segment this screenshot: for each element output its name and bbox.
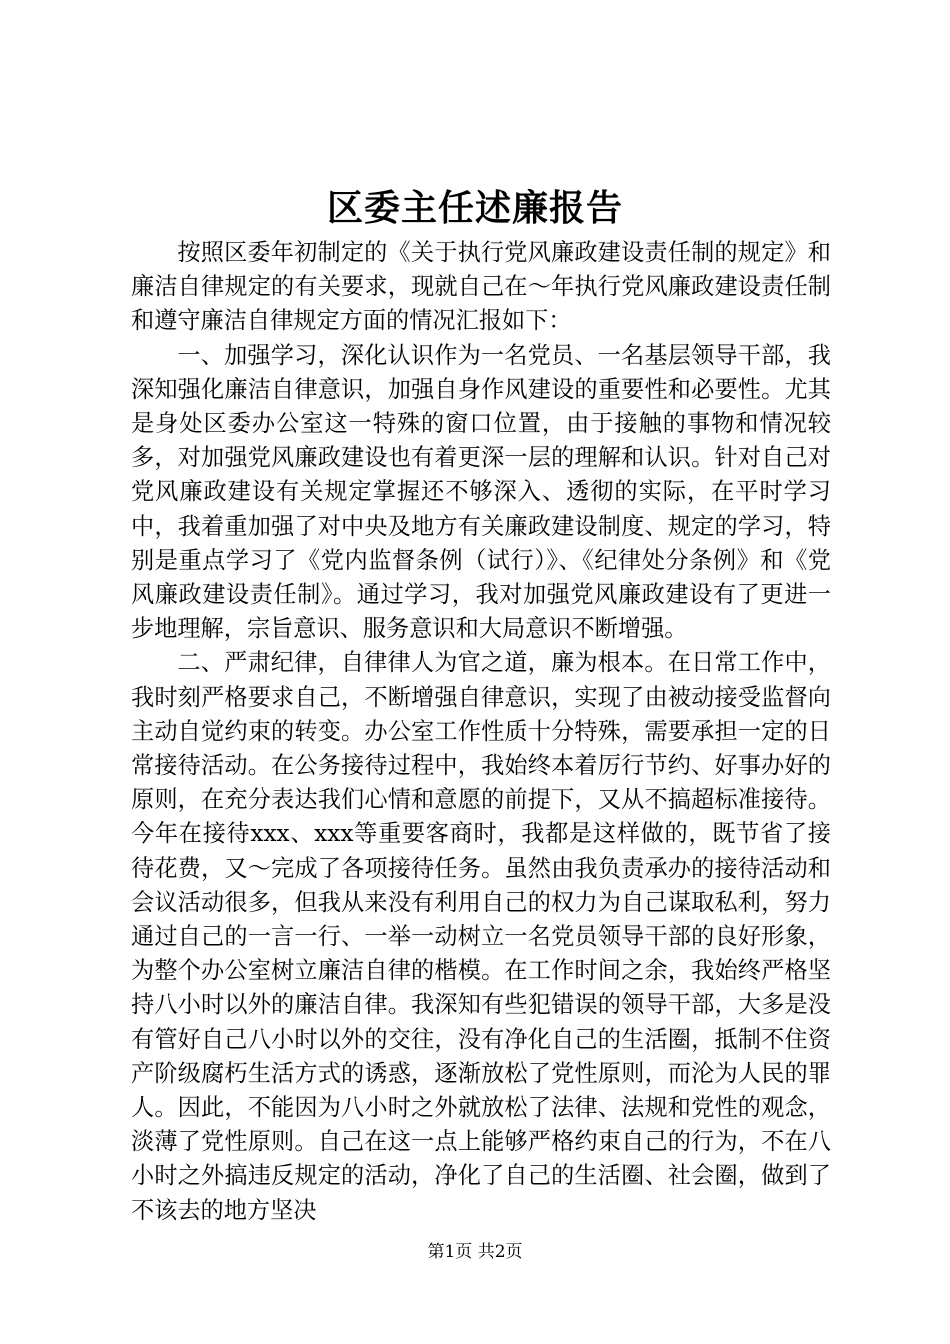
paragraph-section-1: 一、加强学习，深化认识作为一名党员、一名基层领导干部，我深知强化廉洁自律意识，加强自身作风建设的重要性和必要性。尤其是身处区委办公室这一特殊的窗口位置，由于接触的事物和情况较多，对加强党风廉政建设也有着更深一层的理解和认识。针对自己对党风廉政建设有关规定掌握还不够深入、透彻的实际，在平时学习中，我着重加强了对中央及地方有关廉政建设制度、规定的学习，特别是重点学习了《党内监督条例（试行）》、《纪律处分条例》和《党风廉政建设责任制》。通过学习，我对加强党风廉政建设有了更进一步地理解，宗旨意识、服务意识和大局意识不断增强。 <box>131 341 831 643</box>
document-title: 区委主任述廉报告 <box>326 187 623 229</box>
paragraph-intro: 按照区委年初制定的《关于执行党风廉政建设责任制的规定》和廉洁自律规定的有关要求，现就自己在～年执行党风廉政建设责任制和遵守廉洁自律规定方面的情况汇报如下： <box>131 239 831 335</box>
document-body <box>131 236 831 1228</box>
page-number-footer: 第1页 共2页 <box>427 1242 523 1262</box>
paragraph-section-2: 二、严肃纪律，自律律人为官之道，廉为根本。在日常工作中，我时刻严格要求自己，不断增强自律意识，实现了由被动接受监督向主动自觉约束的转变。办公室工作性质十分特殊，需要承担一定的日常接待活动。在公务接待过程中，我始终本着厉行节约、好事办好的原则，在充分表达我们心情和意愿的前提下，又从不搞超标准接待。今年在接待xxx、xxx等重要客商时，我都是这样做的，既节省了接待花费，又～完成了各项接待任务。虽然由我负责承办的接待活动和会议活动很多，但我从来没有利用自己的权力为自己谋取私利，努力通过自己的一言一行、一举一动树立一名党员领导干部的良好形象，为整个办公室树立廉洁自律的楷模。在工作时间之余，我始终严格坚持八小时以外的廉洁自律。我深知有些犯错误的领导干部，大多是没有管好自己八小时以外的交往，没有净化自己的生活圈，抵制不住资产阶级腐朽生活方式的诱惑，逐渐放松了党性原则，而沦为人民的罪人。因此，不能因为八小时之外就放松了法律、法规和党性的观念，淡薄了党性原则。自己在这一点上能够严格约束自己的行为，不在八小时之外搞违反规定的活动，净化了自己的生活圈、社会圈，做到了不该去的地方坚决 <box>131 649 831 1224</box>
